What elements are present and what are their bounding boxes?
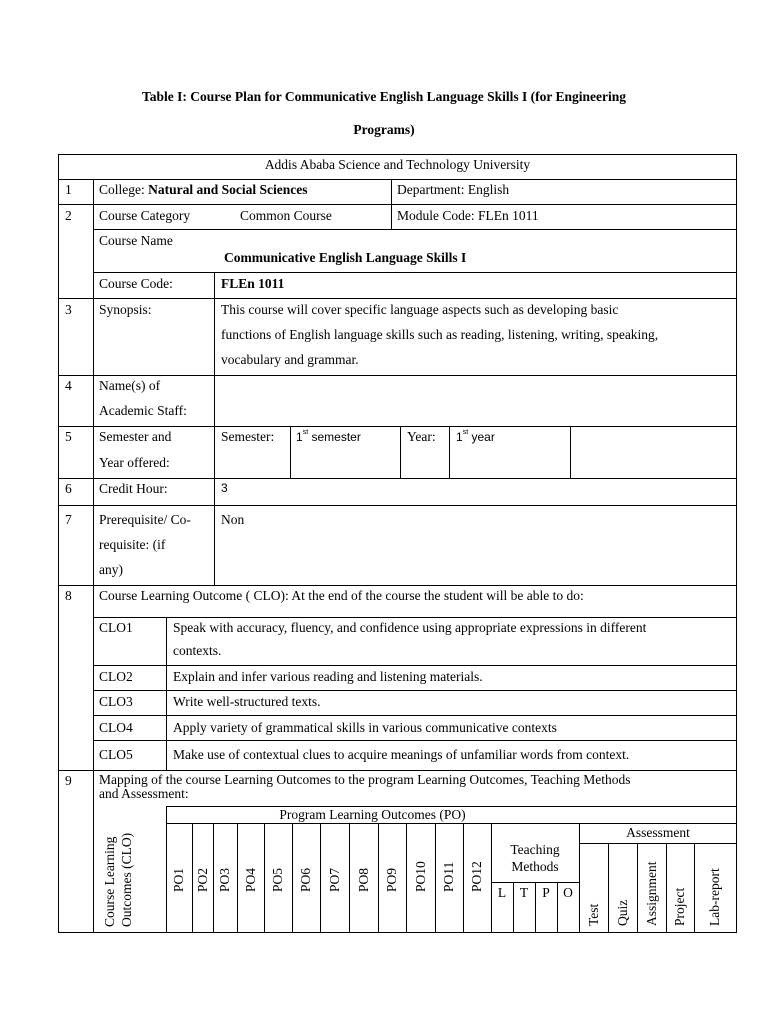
clo-description: Speak with accuracy, fluency, and confidence using appropriate expressions in different: [173, 620, 647, 635]
po-column-header: PO3: [217, 867, 232, 892]
synopsis-line: This course will cover specific language aspects such as developing basic: [221, 302, 619, 317]
po-header: Program Learning Outcomes (PO): [279, 807, 466, 822]
clo-description: Apply variety of grammatical skills in various communicative contexts: [173, 720, 557, 735]
row-number: 8: [65, 588, 72, 603]
semester-year-label: Semester and: [99, 429, 172, 444]
credit-hour-label: Credit Hour:: [99, 481, 168, 496]
row-number: 7: [65, 512, 72, 527]
assessment-column-header: Assignment: [643, 861, 659, 926]
course-code-value: FLEn 1011: [221, 276, 285, 291]
assessment-header: Assessment: [626, 825, 690, 840]
row-number: 6: [65, 481, 72, 496]
po-column-header: PO12: [469, 861, 484, 892]
clo-code: CLO4: [99, 720, 133, 735]
prerequisite-value: Non: [221, 512, 245, 527]
teaching-methods-header: Teaching Methods: [510, 842, 560, 874]
po-column-header: PO2: [194, 867, 210, 892]
course-category-label: Course Category: [99, 208, 191, 223]
assessment-column-header: Project: [672, 887, 687, 926]
synopsis-line: functions of English language skills such as reading, listening, writing, speaking,: [221, 327, 659, 342]
semester-value: 1st semester: [296, 429, 361, 444]
mapping-intro: Mapping of the course Learning Outcomes to the program Learning Outcomes, Teaching Methods and Assessment:: [99, 772, 631, 801]
year-label: Year:: [407, 429, 436, 444]
teaching-method-column: P: [542, 885, 550, 900]
po-column-header: PO1: [171, 867, 186, 892]
teaching-method-column: T: [519, 885, 529, 900]
prerequisite-label: requisite: (if: [99, 537, 166, 552]
row-number: 4: [65, 378, 72, 393]
po-column-header: PO5: [270, 867, 285, 892]
clo-code: CLO1: [99, 620, 133, 635]
po-column-header: PO9: [384, 867, 399, 892]
row-number: 2: [65, 208, 72, 223]
clo-code: CLO5: [99, 747, 133, 762]
po-column-header: PO6: [298, 867, 313, 892]
table-title-line1: Table I: Course Plan for Communicative English Language Skills I (for Engineering: [142, 89, 626, 104]
clo-intro: Course Learning Outcome ( CLO): At the end of the course the student will be able to do:: [99, 588, 584, 603]
semester-year-label: Year offered:: [99, 455, 170, 470]
po-column-header: PO11: [441, 861, 456, 892]
clo-code: CLO2: [99, 669, 133, 684]
teaching-method-column: L: [497, 885, 507, 900]
academic-staff-label: Name(s) of: [99, 378, 161, 393]
academic-staff-label: Academic Staff:: [99, 403, 187, 418]
assessment-column-header: Lab-report: [707, 868, 722, 926]
synopsis-label: Synopsis:: [99, 302, 152, 317]
course-name-value: Communicative English Language Skills I: [224, 250, 467, 265]
clo-column-header: Course Learning Outcomes (CLO): [102, 832, 134, 927]
university-name: Addis Ababa Science and Technology University: [264, 157, 531, 172]
row-number: 9: [65, 773, 72, 788]
clo-description: Make use of contextual clues to acquire meanings of unfamiliar words from context.: [173, 747, 630, 762]
synopsis-line: vocabulary and grammar.: [221, 352, 359, 367]
clo-description: contexts.: [173, 643, 222, 658]
clo-description: Write well-structured texts.: [173, 694, 321, 709]
row-number: 3: [65, 302, 72, 317]
row-number: 5: [65, 429, 72, 444]
prerequisite-label: any): [99, 562, 123, 577]
po-column-header: PO7: [326, 867, 342, 892]
assessment-column-header: Test: [585, 903, 601, 926]
department-field: Department: English: [397, 182, 510, 197]
module-code-field: Module Code: FLEn 1011: [397, 208, 539, 223]
prerequisite-label: Prerequisite/ Co-: [99, 512, 191, 527]
teaching-method-column: O: [563, 885, 573, 900]
course-code-label: Course Code:: [99, 276, 173, 291]
course-name-label: Course Name: [99, 233, 173, 248]
po-column-header: PO10: [412, 861, 428, 892]
semester-label: Semester:: [221, 429, 275, 444]
college-field: College: Natural and Social Sciences: [99, 182, 308, 197]
credit-hour-value: 3: [221, 481, 228, 495]
row-number: 1: [65, 182, 72, 197]
po-column-header: PO8: [355, 867, 371, 892]
assessment-column-header: Quiz: [614, 899, 630, 926]
table-title-line2: Programs): [353, 122, 415, 137]
po-column-header: PO4: [242, 867, 258, 892]
clo-code: CLO3: [99, 694, 133, 709]
year-value: 1st year: [456, 429, 495, 444]
course-category-value: Common Course: [240, 208, 332, 223]
clo-description: Explain and infer various reading and listening materials.: [173, 669, 483, 684]
